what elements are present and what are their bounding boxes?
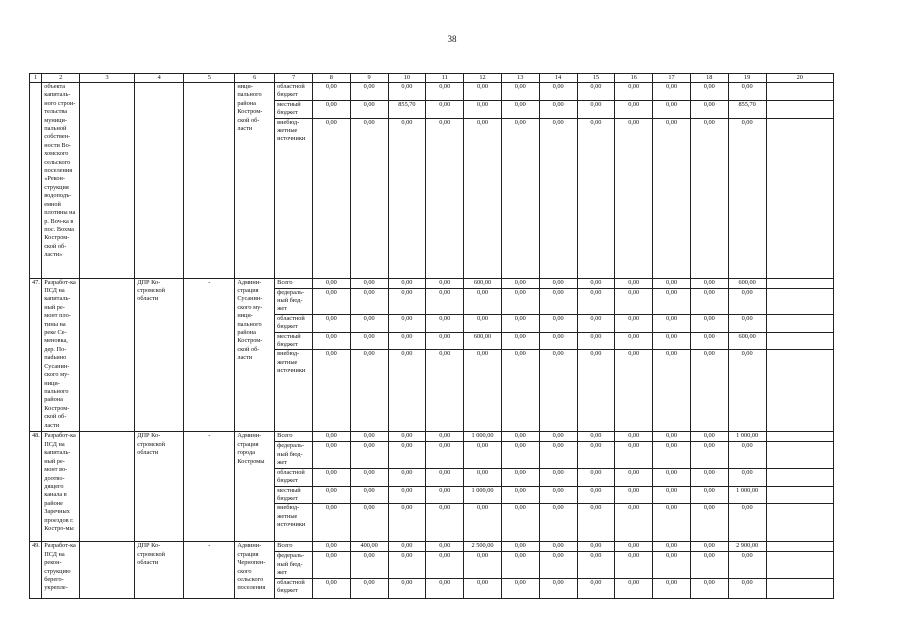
executor-cell: Админи-страция Чернопен-ского сельского поселения: [235, 542, 275, 598]
value-cell: 0,00: [312, 442, 350, 468]
column-header-17: 17: [653, 74, 691, 83]
value-cell: 0,00: [388, 118, 426, 278]
value-cell: 2 900,00: [728, 542, 766, 552]
value-cell: 0,00: [539, 504, 577, 542]
value-cell: 0,00: [426, 542, 464, 552]
executor-cell: Админи-страция Сусанин-ского му-ници-пального района Костром-ской об-ласти: [235, 278, 275, 432]
value-cell: 0,00: [539, 468, 577, 486]
object-name-cell: объекта капиталь-ного строи-тельства муници-пальной собствен-ности Во-хомского сельского поселения «Рекон-струкция водоподъ-емной плотины на р. Воч-ка в пос. Вохма Костром-ской об-ласти»: [42, 83, 80, 279]
column-header-9: 9: [350, 74, 388, 83]
funding-source-cell: областной бюджет: [275, 578, 313, 598]
value-cell: 0,00: [728, 552, 766, 578]
value-cell: 0,00: [690, 332, 728, 350]
value-cell: 0,00: [690, 83, 728, 101]
object-name-cell: Разработ-ка ПСД на капиталь-ный ре-монт во-доотво-дящего канала в районе Заречных проездов г. Костро-мы: [42, 432, 80, 542]
value-cell: 0,00: [388, 504, 426, 542]
value-cell: 0,00: [501, 100, 539, 118]
value-cell: 0,00: [690, 504, 728, 542]
funding-source-cell: областной бюджет: [275, 314, 313, 332]
value-cell: 0,00: [690, 100, 728, 118]
value-cell: 0,00: [577, 552, 615, 578]
value-cell: 0,00: [388, 350, 426, 432]
dash-cell: [184, 83, 235, 279]
value-cell: 0,00: [615, 332, 653, 350]
value-cell: 0,00: [426, 504, 464, 542]
value-cell: 0,00: [350, 504, 388, 542]
value-cell: 0,00: [728, 442, 766, 468]
value-cell: 0,00: [501, 468, 539, 486]
value-cell: 0,00: [501, 314, 539, 332]
value-cell: 0,00: [350, 278, 388, 288]
value-cell: 0,00: [426, 118, 464, 278]
value-cell: 0,00: [615, 504, 653, 542]
value-cell: 0,00: [464, 552, 502, 578]
value-cell: 0,00: [615, 288, 653, 314]
value-cell: 0,00: [388, 552, 426, 578]
value-cell: 0,00: [653, 100, 691, 118]
value-cell: 0,00: [501, 442, 539, 468]
empty-cell: [80, 83, 135, 279]
value-cell: 0,00: [501, 118, 539, 278]
header-row: [30, 74, 834, 83]
value-cell: 1 000,00: [728, 486, 766, 504]
value-cell: 0,00: [539, 118, 577, 278]
value-cell: 0,00: [388, 83, 426, 101]
value-cell: 0,00: [690, 432, 728, 442]
value-cell: 0,00: [350, 486, 388, 504]
value-cell: 0,00: [577, 278, 615, 288]
value-cell: 0,00: [388, 432, 426, 442]
value-cell: 0,00: [615, 100, 653, 118]
value-cell: 0,00: [615, 578, 653, 598]
value-cell: 0,00: [350, 83, 388, 101]
value-cell: 0,00: [539, 432, 577, 442]
funding-source-cell: Всего: [275, 432, 313, 442]
value-cell: 0,00: [577, 504, 615, 542]
value-cell: 0,00: [577, 468, 615, 486]
value-cell: 0,00: [350, 432, 388, 442]
value-cell: 600,00: [728, 332, 766, 350]
column-header-15: 15: [577, 74, 615, 83]
value-cell: 0,00: [501, 432, 539, 442]
value-cell: 0,00: [577, 486, 615, 504]
value-cell: 0,00: [577, 332, 615, 350]
column-header-18: 18: [690, 74, 728, 83]
notes-cell: [766, 542, 834, 552]
value-cell: 0,00: [728, 314, 766, 332]
table-row: [30, 542, 834, 552]
value-cell: 0,00: [577, 350, 615, 432]
value-cell: 0,00: [653, 332, 691, 350]
value-cell: 0,00: [312, 288, 350, 314]
column-header-1: 1: [30, 74, 42, 83]
value-cell: 0,00: [426, 332, 464, 350]
notes-cell: [766, 288, 834, 314]
dash-cell: -: [184, 542, 235, 598]
value-cell: 0,00: [426, 100, 464, 118]
page-number: 38: [447, 34, 457, 44]
value-cell: 0,00: [388, 288, 426, 314]
value-cell: 0,00: [615, 278, 653, 288]
value-cell: 0,00: [312, 278, 350, 288]
value-cell: 0,00: [653, 83, 691, 101]
value-cell: 0,00: [388, 542, 426, 552]
value-cell: 855,70: [728, 100, 766, 118]
funding-source-cell: областной бюджет: [275, 468, 313, 486]
column-header-4: 4: [135, 74, 184, 83]
value-cell: 600,00: [464, 278, 502, 288]
value-cell: 0,00: [615, 486, 653, 504]
notes-cell: [766, 432, 834, 442]
value-cell: 0,00: [728, 504, 766, 542]
value-cell: 0,00: [690, 442, 728, 468]
value-cell: 0,00: [539, 100, 577, 118]
table-row: [30, 83, 834, 101]
column-header-16: 16: [615, 74, 653, 83]
value-cell: 0,00: [501, 83, 539, 101]
value-cell: 0,00: [426, 350, 464, 432]
value-cell: 0,00: [388, 332, 426, 350]
value-cell: 0,00: [577, 100, 615, 118]
value-cell: 0,00: [501, 288, 539, 314]
value-cell: 0,00: [653, 288, 691, 314]
column-header-20: 20: [766, 74, 834, 83]
value-cell: 0,00: [690, 118, 728, 278]
funding-source-cell: внебюд-жетные источники: [275, 350, 313, 432]
value-cell: 0,00: [312, 100, 350, 118]
value-cell: 0,00: [312, 504, 350, 542]
value-cell: 0,00: [577, 542, 615, 552]
value-cell: 0,00: [464, 468, 502, 486]
row-number: [30, 83, 42, 279]
value-cell: 0,00: [690, 486, 728, 504]
notes-cell: [766, 578, 834, 598]
object-name-cell: Разработ-ка ПСД на капиталь-ный ре-монт пло-тины на реке Се-меновка, дер. По-пadьино Сусанин-ского му-ници-пального района Костром-ской об-ласти: [42, 278, 80, 432]
value-cell: 0,00: [539, 278, 577, 288]
value-cell: 0,00: [350, 314, 388, 332]
value-cell: 0,00: [653, 552, 691, 578]
value-cell: 0,00: [690, 542, 728, 552]
dash-cell: -: [184, 432, 235, 542]
value-cell: 0,00: [426, 432, 464, 442]
value-cell: 0,00: [426, 278, 464, 288]
value-cell: 0,00: [464, 578, 502, 598]
value-cell: 0,00: [539, 486, 577, 504]
responsible-cell: ДПР Ко-стромской области: [135, 542, 184, 598]
value-cell: 0,00: [426, 442, 464, 468]
value-cell: 0,00: [728, 468, 766, 486]
value-cell: 0,00: [426, 578, 464, 598]
value-cell: 0,00: [426, 288, 464, 314]
value-cell: 0,00: [577, 442, 615, 468]
column-header-5: 5: [184, 74, 235, 83]
value-cell: 0,00: [653, 432, 691, 442]
value-cell: 0,00: [501, 578, 539, 598]
value-cell: 0,00: [312, 332, 350, 350]
notes-cell: [766, 118, 834, 278]
value-cell: 0,00: [350, 552, 388, 578]
value-cell: 0,00: [312, 578, 350, 598]
value-cell: 0,00: [690, 314, 728, 332]
responsible-cell: ДПР Ко-стромской области: [135, 432, 184, 542]
funding-source-cell: внебюд-жетные источники: [275, 118, 313, 278]
value-cell: 1 000,00: [728, 432, 766, 442]
value-cell: 0,00: [615, 552, 653, 578]
value-cell: 0,00: [388, 442, 426, 468]
value-cell: 0,00: [615, 542, 653, 552]
value-cell: 0,00: [388, 486, 426, 504]
value-cell: 0,00: [426, 552, 464, 578]
value-cell: 0,00: [690, 288, 728, 314]
value-cell: 0,00: [615, 468, 653, 486]
value-cell: 0,00: [464, 83, 502, 101]
row-number: 49.: [30, 542, 42, 598]
value-cell: 0,00: [312, 468, 350, 486]
value-cell: 0,00: [653, 278, 691, 288]
value-cell: 0,00: [464, 100, 502, 118]
value-cell: 0,00: [312, 314, 350, 332]
column-header-3: 3: [80, 74, 135, 83]
column-header-8: 8: [312, 74, 350, 83]
responsible-cell: ДПР Ко-стромской области: [135, 278, 184, 432]
value-cell: 0,00: [653, 504, 691, 542]
notes-cell: [766, 83, 834, 101]
value-cell: 0,00: [539, 83, 577, 101]
value-cell: 0,00: [690, 552, 728, 578]
value-cell: 0,00: [615, 442, 653, 468]
funding-source-cell: федераль-ный бюд-жет: [275, 442, 313, 468]
empty-cell: [80, 542, 135, 598]
value-cell: 0,00: [653, 486, 691, 504]
value-cell: 0,00: [388, 468, 426, 486]
value-cell: 0,00: [464, 288, 502, 314]
value-cell: 0,00: [312, 486, 350, 504]
executor-cell: Админи-страция города Костромы: [235, 432, 275, 542]
value-cell: 0,00: [653, 468, 691, 486]
value-cell: 0,00: [426, 83, 464, 101]
value-cell: 0,00: [464, 504, 502, 542]
column-header-2: 2: [42, 74, 80, 83]
funding-source-cell: Всего: [275, 278, 313, 288]
column-header-19: 19: [728, 74, 766, 83]
value-cell: 0,00: [312, 83, 350, 101]
value-cell: 0,00: [690, 278, 728, 288]
column-header-12: 12: [464, 74, 502, 83]
notes-cell: [766, 486, 834, 504]
notes-cell: [766, 278, 834, 288]
column-header-11: 11: [426, 74, 464, 83]
value-cell: 0,00: [388, 314, 426, 332]
executor-cell: ници-пального района Костром-ской об-ласти: [235, 83, 275, 279]
notes-cell: [766, 350, 834, 432]
value-cell: 2 500,00: [464, 542, 502, 552]
value-cell: 0,00: [577, 118, 615, 278]
value-cell: 855,70: [388, 100, 426, 118]
value-cell: 0,00: [539, 542, 577, 552]
value-cell: 0,00: [388, 578, 426, 598]
value-cell: 0,00: [577, 432, 615, 442]
value-cell: 0,00: [690, 350, 728, 432]
value-cell: 0,00: [501, 552, 539, 578]
value-cell: 0,00: [690, 468, 728, 486]
value-cell: 0,00: [350, 442, 388, 468]
value-cell: 0,00: [539, 442, 577, 468]
value-cell: 0,00: [350, 578, 388, 598]
value-cell: 0,00: [653, 118, 691, 278]
value-cell: 0,00: [426, 314, 464, 332]
column-header-6: 6: [235, 74, 275, 83]
value-cell: 0,00: [312, 542, 350, 552]
funding-source-cell: федераль-ный бюд-жет: [275, 288, 313, 314]
value-cell: 0,00: [312, 552, 350, 578]
value-cell: 0,00: [426, 486, 464, 504]
value-cell: 0,00: [464, 350, 502, 432]
funding-source-cell: областной бюджет: [275, 83, 313, 101]
value-cell: 0,00: [653, 442, 691, 468]
value-cell: 600,00: [728, 278, 766, 288]
value-cell: 0,00: [728, 83, 766, 101]
value-cell: 0,00: [539, 578, 577, 598]
value-cell: 0,00: [653, 350, 691, 432]
value-cell: 0,00: [350, 288, 388, 314]
value-cell: 0,00: [539, 332, 577, 350]
value-cell: 0,00: [350, 350, 388, 432]
value-cell: 0,00: [577, 314, 615, 332]
column-header-7: 7: [275, 74, 313, 83]
value-cell: 0,00: [312, 350, 350, 432]
value-cell: 1 000,00: [464, 432, 502, 442]
value-cell: 0,00: [653, 314, 691, 332]
value-cell: 0,00: [388, 278, 426, 288]
empty-cell: [80, 432, 135, 542]
value-cell: 0,00: [690, 578, 728, 598]
value-cell: 0,00: [350, 332, 388, 350]
value-cell: 0,00: [501, 504, 539, 542]
column-header-14: 14: [539, 74, 577, 83]
funding-source-cell: местный бюджет: [275, 100, 313, 118]
empty-cell: [80, 278, 135, 432]
value-cell: 0,00: [501, 350, 539, 432]
responsible-cell: [135, 83, 184, 279]
value-cell: 0,00: [615, 118, 653, 278]
value-cell: 0,00: [426, 468, 464, 486]
value-cell: 0,00: [464, 314, 502, 332]
value-cell: 0,00: [501, 278, 539, 288]
funding-source-cell: местный бюджет: [275, 332, 313, 350]
value-cell: 400,00: [350, 542, 388, 552]
notes-cell: [766, 504, 834, 542]
value-cell: 0,00: [501, 332, 539, 350]
value-cell: 0,00: [615, 83, 653, 101]
value-cell: 0,00: [728, 350, 766, 432]
value-cell: 0,00: [577, 578, 615, 598]
value-cell: 0,00: [539, 350, 577, 432]
value-cell: 0,00: [577, 288, 615, 314]
value-cell: 0,00: [615, 432, 653, 442]
value-cell: 0,00: [577, 83, 615, 101]
value-cell: 0,00: [464, 118, 502, 278]
object-name-cell: Разработ-ка ПСД на рекон-струкцию берего-укрепле-: [42, 542, 80, 598]
value-cell: 0,00: [539, 288, 577, 314]
column-header-13: 13: [501, 74, 539, 83]
value-cell: 0,00: [350, 468, 388, 486]
value-cell: 0,00: [615, 314, 653, 332]
value-cell: 0,00: [350, 118, 388, 278]
budget-table: [29, 73, 834, 599]
notes-cell: [766, 468, 834, 486]
funding-source-cell: Всего: [275, 542, 313, 552]
funding-source-cell: внебюд-жетные источники: [275, 504, 313, 542]
value-cell: 0,00: [312, 118, 350, 278]
value-cell: 0,00: [501, 542, 539, 552]
value-cell: 1 000,00: [464, 486, 502, 504]
funding-source-cell: федераль-ный бюд-жет: [275, 552, 313, 578]
value-cell: 0,00: [312, 432, 350, 442]
notes-cell: [766, 314, 834, 332]
value-cell: 0,00: [653, 542, 691, 552]
value-cell: 0,00: [615, 350, 653, 432]
value-cell: 0,00: [728, 118, 766, 278]
notes-cell: [766, 442, 834, 468]
funding-source-cell: местный бюджет: [275, 486, 313, 504]
row-number: 47.: [30, 278, 42, 432]
notes-cell: [766, 100, 834, 118]
value-cell: 0,00: [350, 100, 388, 118]
value-cell: 0,00: [653, 578, 691, 598]
dash-cell: -: [184, 278, 235, 432]
notes-cell: [766, 332, 834, 350]
value-cell: 0,00: [501, 486, 539, 504]
notes-cell: [766, 552, 834, 578]
value-cell: 0,00: [728, 578, 766, 598]
value-cell: 0,00: [539, 552, 577, 578]
value-cell: 0,00: [539, 314, 577, 332]
table-row: [30, 278, 834, 288]
value-cell: 600,00: [464, 332, 502, 350]
column-header-10: 10: [388, 74, 426, 83]
value-cell: 0,00: [464, 442, 502, 468]
table-row: [30, 432, 834, 442]
row-number: 48.: [30, 432, 42, 542]
value-cell: 0,00: [728, 288, 766, 314]
